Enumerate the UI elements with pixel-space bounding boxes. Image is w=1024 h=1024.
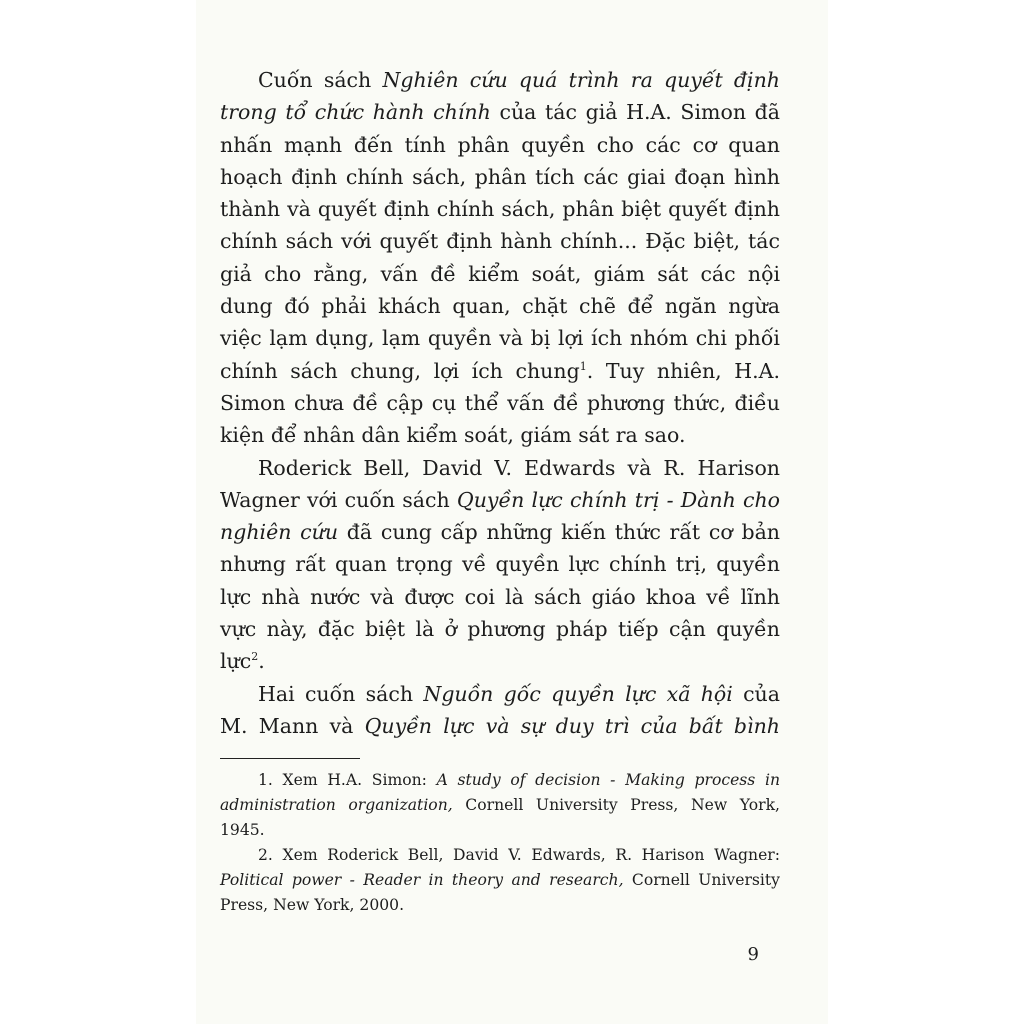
text-run: của tác giả H.A. Simon đã nhấn mạnh đến tính phân quyền cho các cơ quan hoạch định chính sách, phân tích các giai đoạn hình thành và quyết định chính sách, phân biệt quyết định chính sách với quyết định hành chính... Đặc biệt, tác giả cho rằng, vấn đề kiểm soát, giám sát các nội dung đó phải khách quan, chặt chẽ để ngăn ngừa việc lạm dụng, lạm quyền và bị lợi ích nhóm chi phối chính sách chung, lợi ích chung [220, 100, 780, 383]
text-run: Cornell University Press, New York, 2000. [220, 871, 780, 914]
footnote-ref-1: 1 [579, 359, 587, 373]
footnote-1 [220, 768, 780, 843]
citation-title-italic: A study of decision - Making process in administration organization, [220, 771, 781, 814]
paragraph-1 [220, 64, 780, 452]
footnotes [220, 768, 780, 918]
paragraph-3 [220, 678, 780, 743]
text-run: 1. Xem H.A. Simon: [258, 771, 437, 789]
book-title-italic: Quyền lực và sự duy trì của bất bình [364, 713, 780, 738]
book-title-italic: Quyền lực chính trị - Dành cho nghiên cứu [220, 487, 780, 545]
book-title-italic: Nguồn gốc quyền lực xã hội [423, 681, 733, 706]
citation-title-italic: Political power - Reader in theory and research, [220, 871, 624, 889]
text-run: Cornell University Press, New York, 1945. [220, 796, 780, 839]
text-run: . [258, 649, 265, 674]
text-run: Roderick Bell, David V. Edwards và R. Harison Wagner với cuốn sách [220, 455, 780, 512]
footnote-divider [220, 758, 360, 759]
footnote-ref-2: 2 [251, 650, 259, 664]
paragraph-2 [220, 452, 780, 678]
page-number: 9 [747, 944, 759, 965]
text-run: . Tuy nhiên, H.A. Simon chưa đề cập cụ thể vấn đề phương thức, điều kiện để nhân dân kiểm soát, giám sát ra sao. [220, 358, 780, 448]
text-run: của M. Mann và [220, 681, 780, 738]
text-run: Hai cuốn sách [258, 681, 424, 706]
book-title-italic: Nghiên cứu quá trình ra quyết định trong tổ chức hành chính [220, 68, 780, 125]
body-text [220, 64, 780, 742]
text-run: Cuốn sách [258, 68, 383, 92]
text-run: đã cung cấp những kiến thức rất cơ bản nhưng rất quan trọng về quyền lực chính trị, quyền lực nhà nước và được coi là sách giáo khoa về lĩnh vực này, đặc biệt là ở phương pháp tiếp cận quyền lực [220, 520, 780, 674]
book-page [196, 0, 828, 1024]
text-run: 2. Xem Roderick Bell, David V. Edwards, R. Harison Wagner: [258, 846, 780, 864]
footnote-2 [220, 843, 780, 918]
